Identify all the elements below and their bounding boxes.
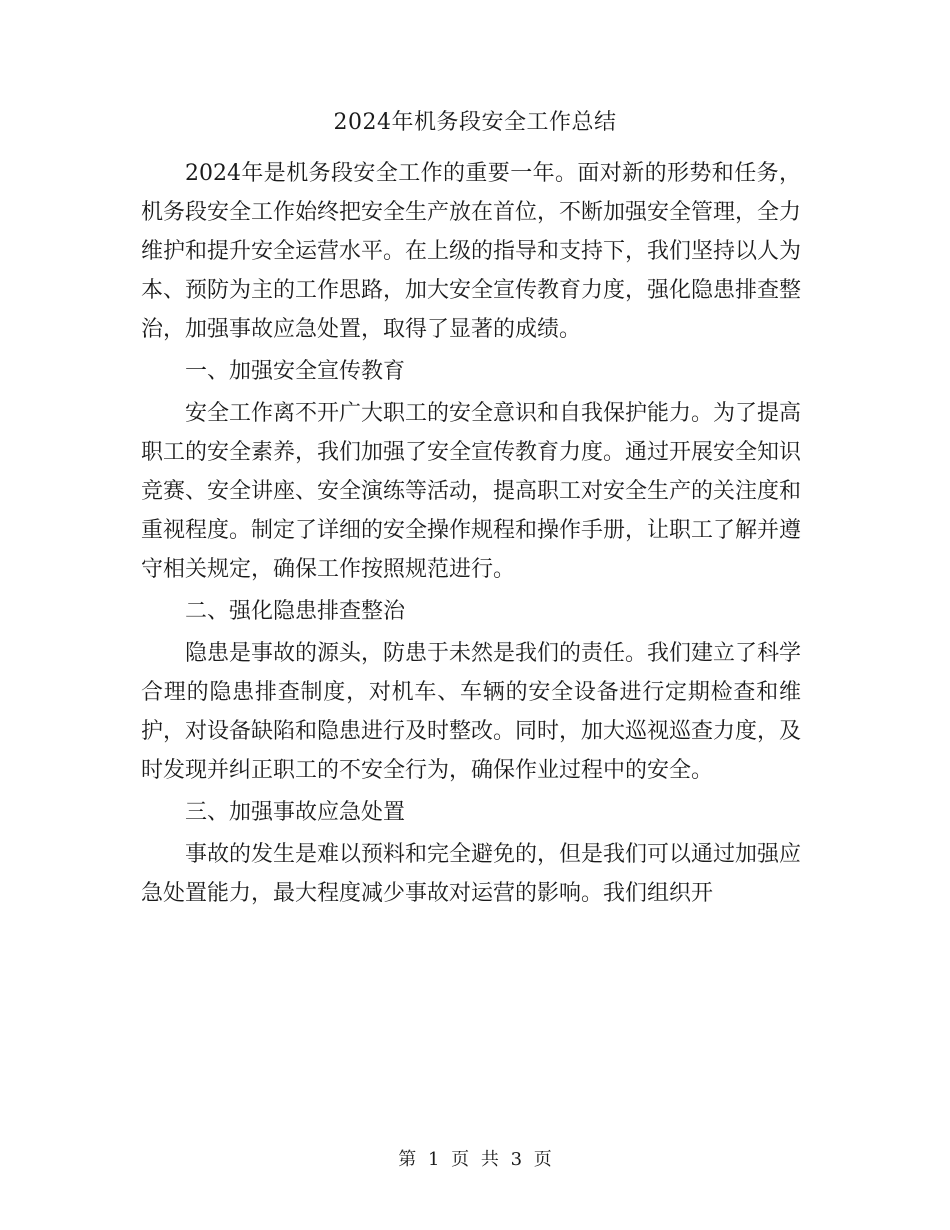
document-body xyxy=(141,154,801,916)
section-heading-1: 一、加强安全宣传教育 xyxy=(185,359,406,384)
section-1-paragraph: 安全工作离不开广大职工的安全意识和自我保护能力。为了提高职工的安全素养，我们加强了安全宣传教育力度。通过开展安全知识竞赛、安全讲座、安全演练等活动，提高职工对安全生产的关注度和重视程度。制定了详细的安全操作规程和操作手册，让职工了解并遵守相关规定，确保工作按照规范进行。 xyxy=(141,401,802,582)
section-heading-3: 三、加强事故应急处置 xyxy=(185,800,406,825)
section-heading-2: 二、强化隐患排查整治 xyxy=(185,599,406,624)
document-title: 2024年机务段安全工作总结 xyxy=(333,110,617,135)
section-2-paragraph: 隐患是事故的源头，防患于未然是我们的责任。我们建立了科学合理的隐患排查制度，对机车、车辆的安全设备进行定期检查和维护，对设备缺陷和隐患进行及时整改。同时，加大巡视巡查力度，及时发现并纠正职工的不安全行为，确保作业过程中的安全。 xyxy=(141,641,802,783)
page-number-footer: 第 1 页 共 3 页 xyxy=(398,1149,552,1170)
intro-paragraph: 2024年是机务段安全工作的重要一年。面对新的形势和任务，机务段安全工作始终把安全生产放在首位，不断加强安全管理，全力维护和提升安全运营水平。在上级的指导和支持下，我们坚持以人为本、预防为主的工作思路，加大安全宣传教育力度，强化隐患排查整治，加强事故应急处置，取得了显著的成绩。 xyxy=(141,161,802,342)
section-3-paragraph: 事故的发生是难以预料和完全避免的，但是我们可以通过加强应急处置能力，最大程度减少事故对运营的影响。我们组织开 xyxy=(141,842,802,906)
